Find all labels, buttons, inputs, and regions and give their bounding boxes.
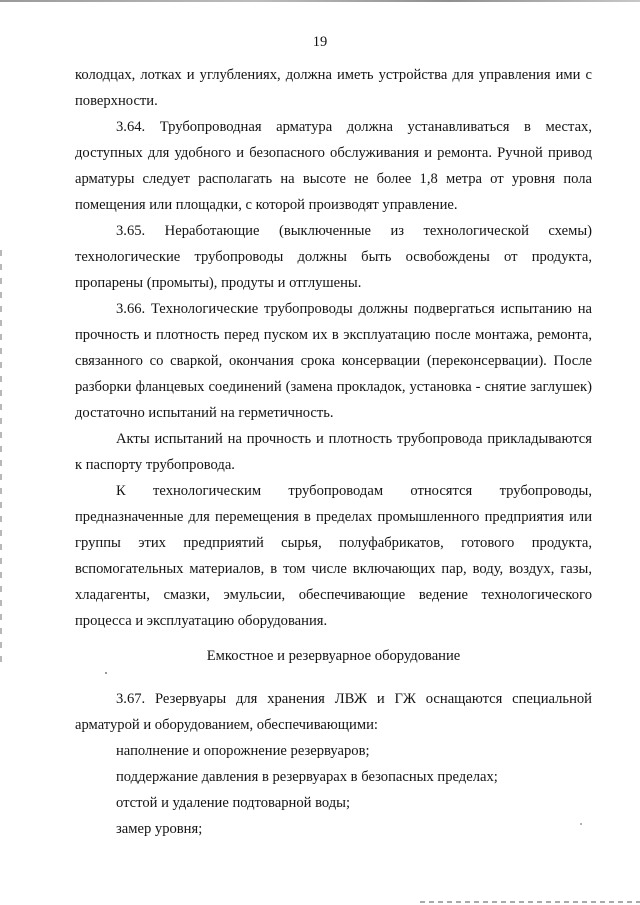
scan-edge-bottom bbox=[420, 901, 640, 903]
document-body bbox=[75, 62, 592, 842]
paragraph-3-66: 3.66. Технологические трубопроводы должны подвергаться испытанию на прочность и плотность перед пуском их в эксплуатацию после монтажа, ремонта, связанного со сваркой, окончания срока консервации (переконсервации). После разборки фланцевых соединений (замена прокладок, установка - снятие заглушек) достаточно испытаний на герметичность. bbox=[75, 301, 592, 421]
paragraph-3-67: 3.67. Резервуары для хранения ЛВЖ и ГЖ оснащаются специальной арматурой и оборудованием, обеспечивающими: bbox=[75, 691, 592, 733]
list-item: поддержание давления в резервуарах в безопасных пределах; bbox=[116, 769, 498, 785]
scan-edge-left bbox=[0, 250, 2, 670]
paragraph-3-64: 3.64. Трубопроводная арматура должна устанавливаться в местах, доступных для удобного и безопасного обслуживания и ремонта. Ручной привод арматуры следует располагать на высоте не более 1,8 метра от уровня пола помещения или площадки, с которой производят управление. bbox=[75, 119, 592, 213]
scan-edge-top bbox=[0, 0, 640, 2]
paragraph-pipelines-definition: К технологическим трубопроводам относятся трубопроводы, предназначенные для перемещения в пределах промышленного предприятия или группы этих предприятий сырья, полуфабрикатов, готового продукта, вспомогательных материалов, в том числе включающих пар, воду, воздух, газы, хладагенты, смазки, эмульсии, обеспечивающие ведение технологического процесса и эксплуатацию оборудования. bbox=[75, 483, 592, 629]
paragraph-acts: Акты испытаний на прочность и плотность трубопровода прикладываются к паспорту трубопровода. bbox=[75, 431, 592, 473]
page-number: 19 bbox=[312, 34, 328, 50]
scan-speck bbox=[580, 823, 582, 825]
list-item: отстой и удаление подтоварной воды; bbox=[116, 795, 351, 811]
paragraph-continuation: колодцах, лотках и углублениях, должна иметь устройства для управления ими с поверхности. bbox=[75, 67, 592, 109]
section-heading: Емкостное и резервуарное оборудование bbox=[206, 648, 461, 664]
list-item: замер уровня; bbox=[116, 821, 203, 837]
scan-speck bbox=[105, 672, 107, 674]
list-item: наполнение и опорожнение резервуаров; bbox=[116, 743, 370, 759]
paragraph-3-65: 3.65. Неработающие (выключенные из технологической схемы) технологические трубопроводы должны быть освобождены от продукта, пропарены (промыты), продуты и отглушены. bbox=[75, 223, 592, 291]
